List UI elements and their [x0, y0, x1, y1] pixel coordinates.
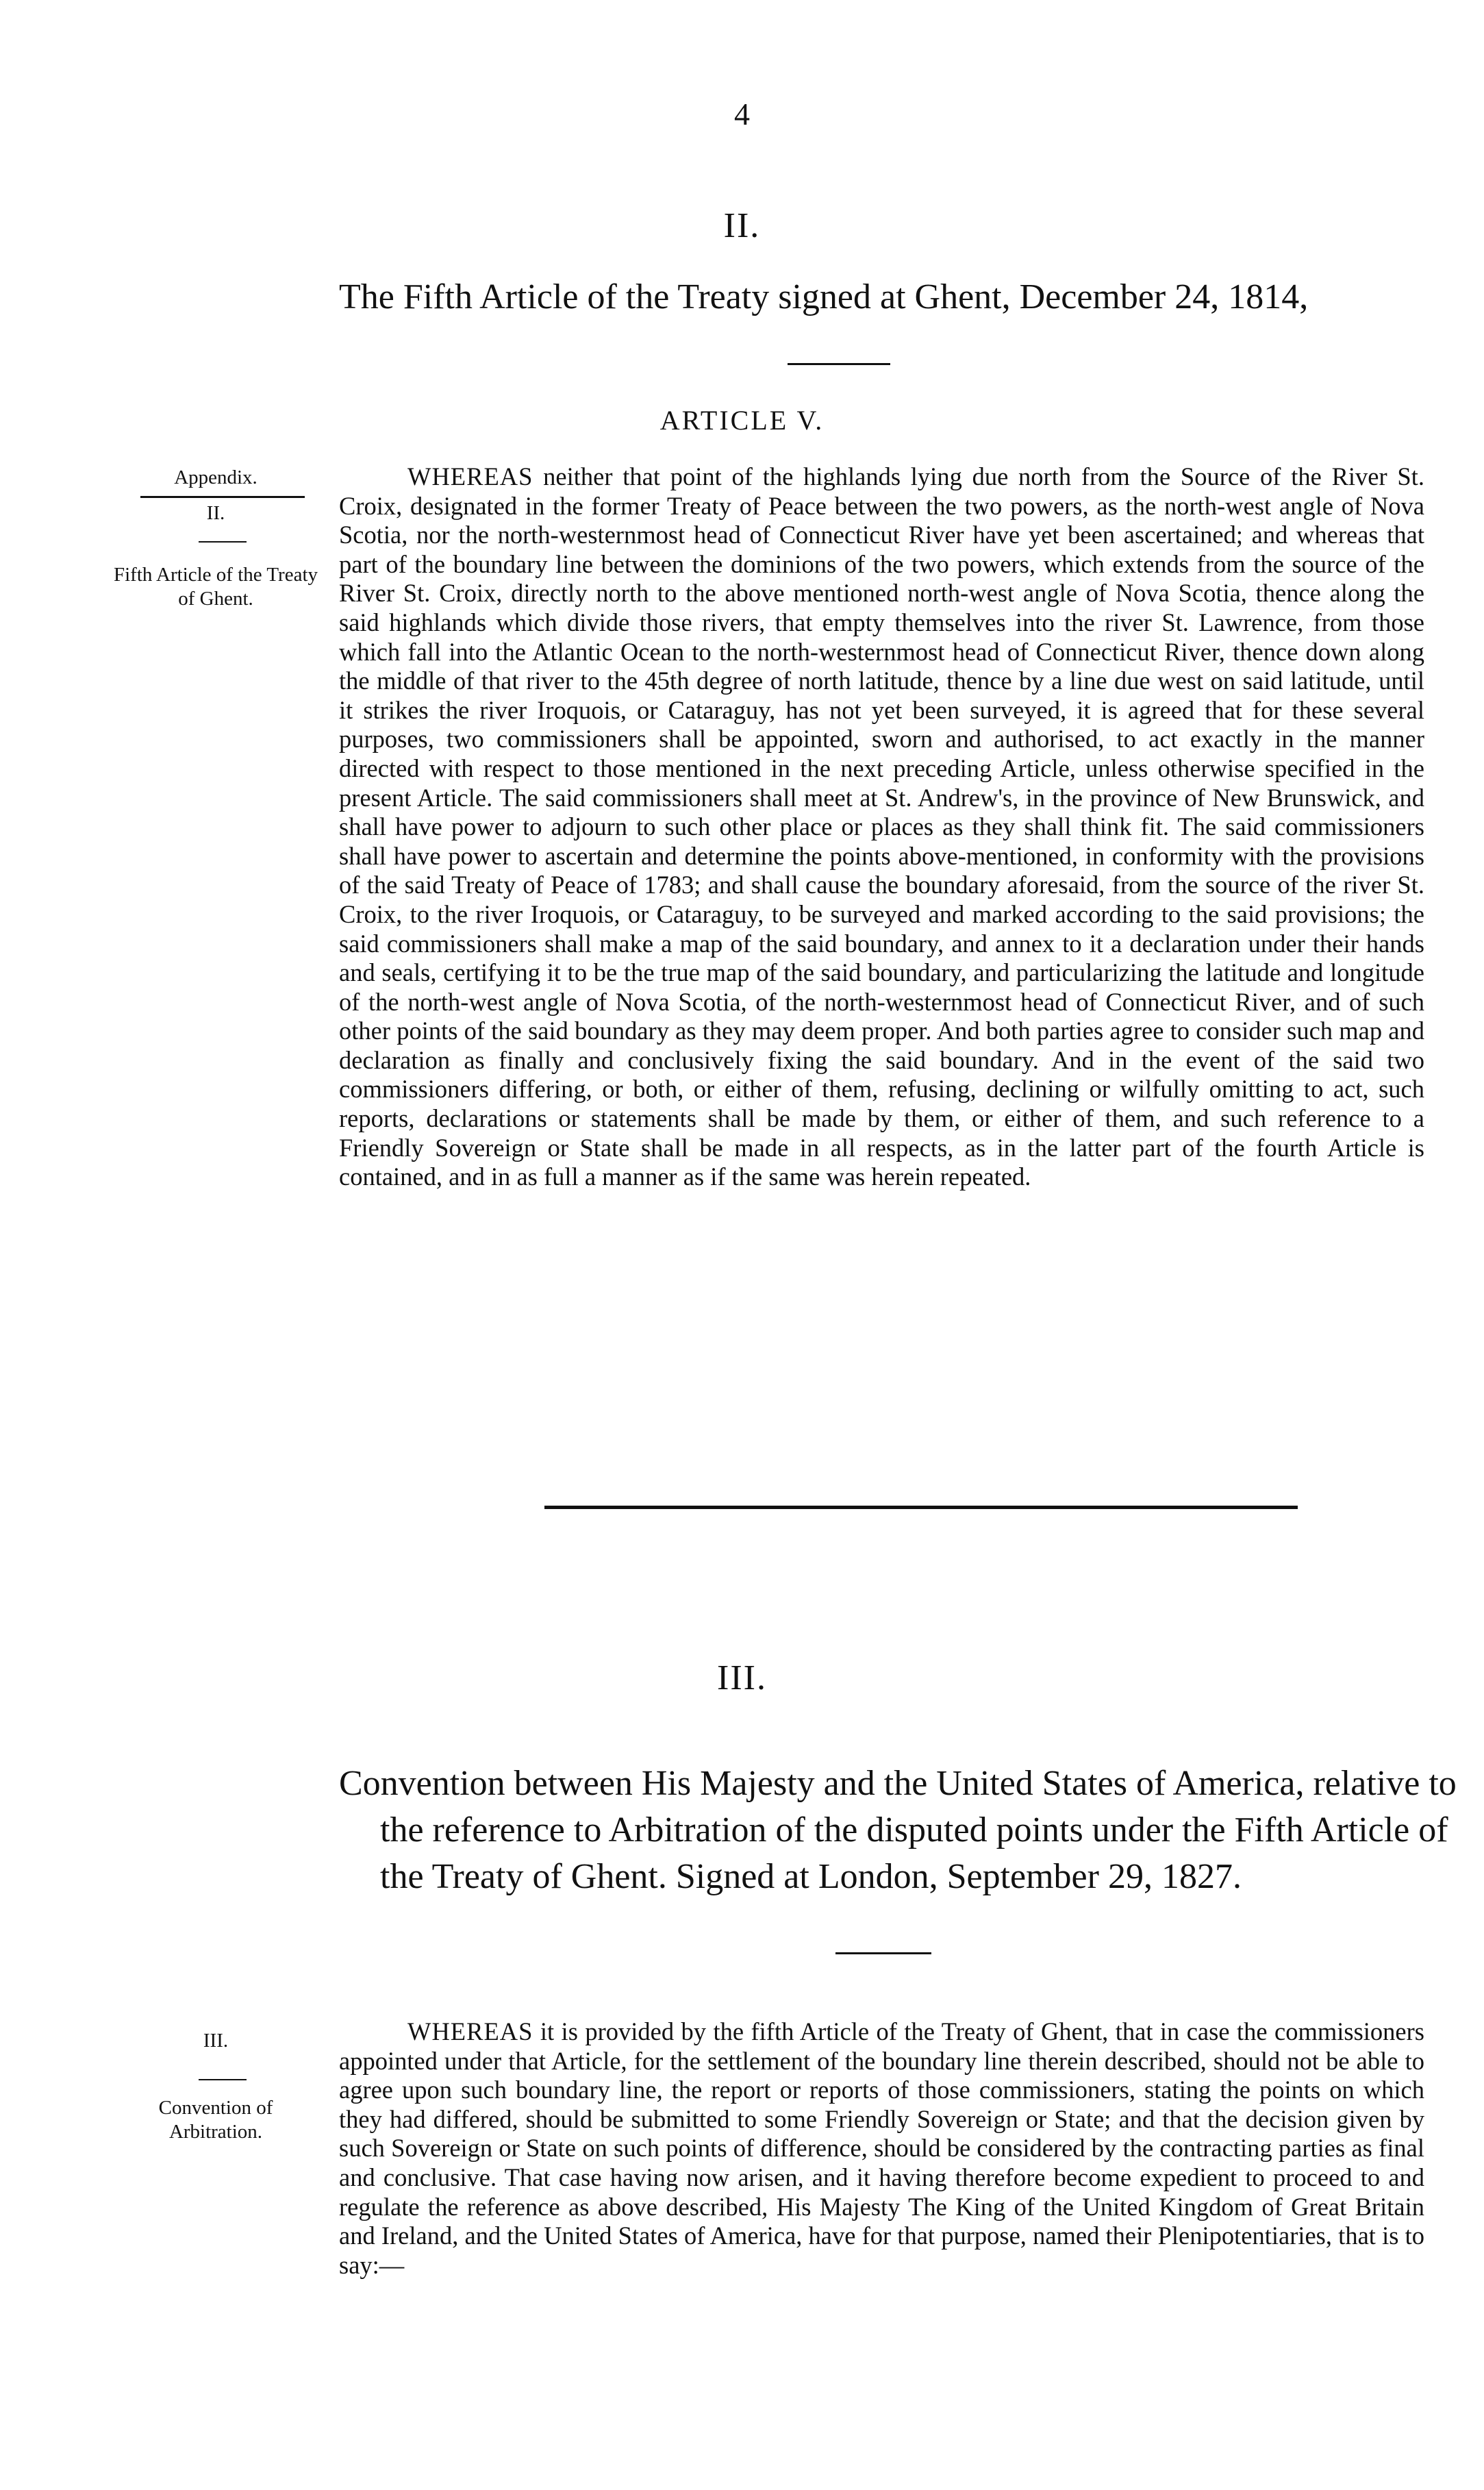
- heading-rule-iii: [835, 1952, 931, 1954]
- margin-appendix: Appendix.: [174, 466, 257, 488]
- margin-numeral: II.: [206, 502, 225, 524]
- section-divider: [544, 1506, 1298, 1509]
- article-label: ARTICLE V.: [659, 405, 825, 436]
- section-ii-heading: The Fifth Article of the Treaty signed at Ghent, December 24, 1814,: [339, 277, 1309, 316]
- page-number: 4: [734, 97, 750, 132]
- article-v-body: neither that point of the highlands lying due north from the Source of the River St. Croix, designated in the former Treaty of Peace between the two powers, as the north-west angle of Nova Scotia, nor the north-westernmost head of Connecticut River have yet been ascertained; and whereas that part of the boundary line between the dominions of the two powers, which extends from the source of the River St. Croix, directly north to the above mentioned north-west angle of Nova Scotia, thence along the said highlands which divide those rivers, that empty themselves into the river St. Lawrence, from those which fall into the Atlantic Ocean to the north-westernmost head of Connecticut River, thence down along the middle of that river to the 45th degree of north latitude, thence by a line due west on said latitude, until it strikes the river Iroquois, or Cataraguy, has not yet been surveyed, it is agreed that for these several purposes, two commissioners shall be appointed, sworn and authorised, to act exactly in the manner directed with respect to those mentioned in the next preceding Article, unless otherwise specified in the present Article. The said commissioners shall meet at St. Andrew's, in the province of New Brunswick, and shall have power to adjourn to such other place or places as they shall think fit. The said commissioners shall have power to ascertain and determine the points above-mentioned, in conformity with the provisions of the said Treaty of Peace of 1783; and shall cause the boundary aforesaid, from the source of the river St. Croix, to the river Iroquois, or Cataraguy, to be surveyed and marked according to the said provisions; the said commissioners shall make a map of the said boundary, and annex to it a declaration under their hands and seals, certifying it to be the true map of the said boundary, and particularizing the latitude and longitude of the north-west angle of Nova Scotia, of the north-westernmost head of Connecticut River, and of such other points of the said boundary as they may deem proper. And both parties agree to consider such map and declaration as finally and conclusively fixing the said boundary. And in the event of the said two commissioners differing, or both, or either of them, refusing, declining or wilfully omitting to act, such reports, declarations or statements shall be made by them, or either of them, and such reference to a Friendly Sovereign or State shall be made in all respects, as in the latter part of the fourth Article is contained, and in as full a manner as if the same was herein repeated.: [339, 462, 1424, 1191]
- section-iii-heading: Convention between His Majesty and the United States of America, relative to the reference to Arbitration of the disputed points under the Fifth Article of the Treaty of Ghent. Signed at London, September 29, 1827.: [339, 1764, 1457, 1896]
- margin-caption: Fifth Article of the Treaty of Ghent.: [113, 564, 318, 610]
- margin-caption-iii: Convention of Arbitration.: [158, 2097, 273, 2143]
- section-iii-numeral: III.: [717, 1658, 767, 1697]
- margin-rule-small: [199, 541, 247, 543]
- heading-rule: [788, 363, 890, 365]
- lead-word-iii: WHEREAS: [407, 2017, 533, 2045]
- section-ii-numeral: II.: [723, 206, 761, 245]
- article-v-text: [339, 462, 1424, 1192]
- margin-numeral-iii: III.: [203, 2030, 229, 2052]
- convention-body: it is provided by the fifth Article of the Treaty of Ghent, that in case the commissioners appointed under that Article, for the settlement of the boundary line therein described, should not be able to agree upon such boundary line, the report or reports of those commissioners, stating the points on which they had differed, should be submitted to some Friendly Sovereign or State; and that the decision given by such Sovereign or State on such points of difference, should be considered by the contracting parties as final and conclusive. That case having now arisen, and it having therefore become expedient to proceed to and regulate the reference as above described, His Majesty The King of the United Kingdom of Great Britain and Ireland, and the United States of America, have for that purpose, named their Plenipotentiaries, that is to say:—: [339, 2017, 1424, 2279]
- convention-text: [339, 2017, 1424, 2280]
- margin-rule-iii: [199, 2079, 247, 2080]
- lead-word: WHEREAS: [407, 462, 533, 490]
- margin-rule: [140, 496, 305, 498]
